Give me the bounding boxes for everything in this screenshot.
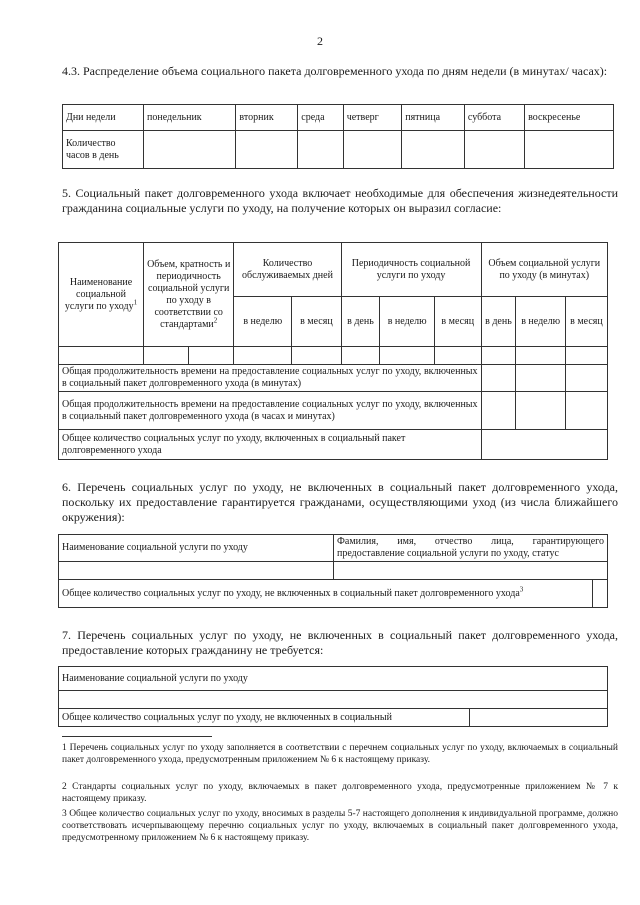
hours-cell [402, 131, 465, 169]
day-sat: суббота [464, 105, 524, 131]
empty-cell [481, 347, 516, 365]
footnote-divider [62, 736, 212, 737]
empty-cell [292, 347, 341, 365]
col-service-name: Наименование социальной услуги по уходу$^1$ [59, 243, 144, 347]
sub-week: в неделю [380, 297, 435, 347]
footnote-2: 2 Стандарты социальных услуг по уходу, включаемых в пакет долговременного ухода, предусмотренные приложением № 7 к настоящему приказу. [62, 782, 618, 804]
empty-cell [565, 392, 607, 430]
sub-month: в месяц [565, 297, 607, 347]
empty-cell [565, 347, 607, 365]
empty-cell [434, 347, 481, 365]
day-thu: четверг [343, 105, 402, 131]
day-mon: понедельник [144, 105, 236, 131]
col-minutes: Объем социальной услуги по уходу (в минутах) [481, 243, 607, 297]
guaranteed-total-value [593, 580, 608, 608]
empty-cell [59, 691, 608, 709]
empty-cell [481, 365, 516, 392]
empty-cell [516, 347, 565, 365]
section-5-heading: 5. Социальный пакет долговременного ухода включает необходимые для обеспечения жизнедеятельности гражданина социальные услуги по уходу, на получение которых он выразил согласие: [62, 186, 618, 215]
days-label: Дни недели [63, 105, 144, 131]
day-sun: воскресенье [525, 105, 614, 131]
section-4-3-heading: 4.3. Распределение объема социального пакета долговременного ухода по дням недели (в минутах/ часах): [62, 64, 608, 78]
services-package-table [58, 242, 608, 460]
col-service-name: Наименование социальной услуги по уходу [59, 535, 334, 562]
empty-cell [189, 347, 234, 365]
section-6-heading: 6. Перечень социальных услуг по уходу, не включенных в социальный пакет долговременного ухода, поскольку их предоставление гарантируется гражданами, осуществляющими уход (из числа ближайшего окружения): [62, 480, 618, 524]
total-minutes-label: Общая продолжительность времени на предоставление социальных услуг по уходу, включенных в социальный пакет долговременного ухода (в минутах) [59, 365, 482, 392]
footnote-1: 1 Перечень социальных услуг по уходу заполняется в соответствии с перечнем социальных услуг по уходу, включаемых в социальный пакет долговременного ухода, предусмотренным приложением № 6 к настоящему приказу. [62, 743, 618, 765]
col-service-name: Наименование социальной услуги по уходу [59, 667, 608, 691]
empty-cell [516, 392, 565, 430]
total-count-value [481, 430, 607, 460]
sub-day: в день [481, 297, 516, 347]
empty-cell [481, 392, 516, 430]
col-volume: Объем, кратность и периодичность социальной услуги по уходу в соответствии со стандартами$^2$ [144, 243, 234, 347]
day-fri: пятница [402, 105, 465, 131]
sub-week: в неделю [516, 297, 565, 347]
empty-cell [380, 347, 435, 365]
empty-cell [565, 365, 607, 392]
empty-cell [59, 347, 144, 365]
guaranteed-services-table [58, 534, 608, 608]
col-periodicity: Периодичность социальной услуги по уходу [341, 243, 481, 297]
hours-cell [343, 131, 402, 169]
empty-cell [59, 562, 334, 580]
total-hours-label: Общая продолжительность времени на предоставление социальных услуг по уходу, включенных в социальный пакет долговременного ухода (в часах и минутах) [59, 392, 482, 430]
page-number: 2 [317, 34, 323, 48]
col-days: Количество обслуживаемых дней [234, 243, 341, 297]
empty-cell [334, 562, 608, 580]
section-7-heading: 7. Перечень социальных услуг по уходу, не включенных в социальный пакет долговременного ухода, предоставление которых гражданину не требуется: [62, 628, 618, 657]
empty-cell [341, 347, 380, 365]
empty-cell [516, 365, 565, 392]
col-person: Фамилия, имя, отчество лица, гарантирующего предоставление социальной услуги по уходу, статус [334, 535, 608, 562]
footnote-3: 3 Общее количество социальных услуг по уходу, вносимых в разделы 5-7 настоящего дополнения к индивидуальной программе, должно соответствовать исчерпывающему перечню социальных услуг по уходу, включаемых в социальный пакет долговременного ухода, предусмотренному приложением № 6 к настоящему приказу. [62, 809, 618, 843]
hours-cell [464, 131, 524, 169]
sub-month: в месяц [434, 297, 481, 347]
sub-month: в месяц [292, 297, 341, 347]
weekday-table [62, 104, 614, 169]
hours-cell [525, 131, 614, 169]
sub-week: в неделю [234, 297, 292, 347]
not-required-services-table [58, 666, 608, 727]
empty-cell [144, 347, 189, 365]
not-required-total-value [470, 709, 608, 727]
hours-label: Количество часов в день [63, 131, 144, 169]
total-count-label: Общее количество социальных услуг по уходу, включенных в социальный пакет долговременного ухода [59, 430, 482, 460]
hours-cell [144, 131, 236, 169]
guaranteed-total-label: Общее количество социальных услуг по уходу, не включенных в социальный пакет долговременного ухода$^3$ [59, 580, 593, 608]
sub-day: в день [341, 297, 380, 347]
empty-cell [234, 347, 292, 365]
not-required-total-label: Общее количество социальных услуг по уходу, не включенных в социальный [59, 709, 470, 727]
day-wed: среда [298, 105, 343, 131]
hours-cell [298, 131, 343, 169]
day-tue: вторник [236, 105, 298, 131]
hours-cell [236, 131, 298, 169]
